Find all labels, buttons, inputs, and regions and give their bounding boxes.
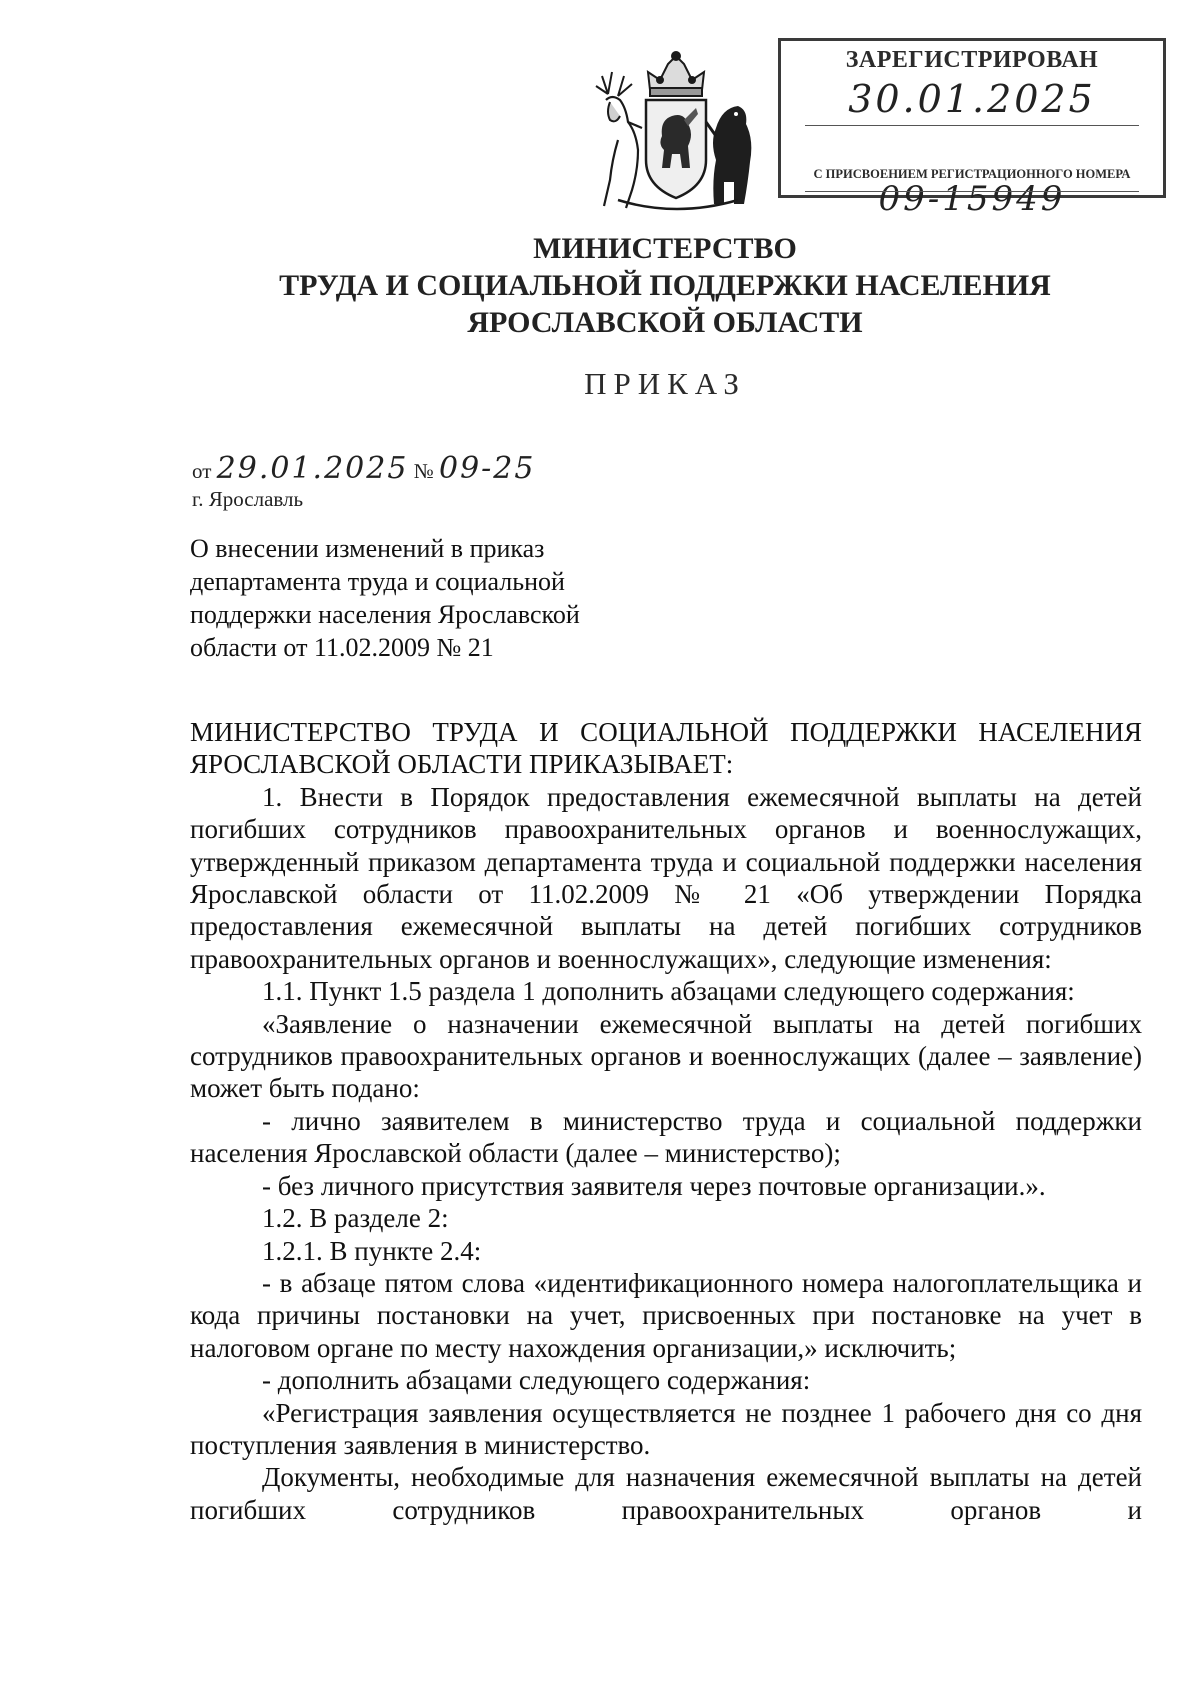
ministry-title-line-2: ТРУДА И СОЦИАЛЬНОЙ ПОДДЕРЖКИ НАСЕЛЕНИЯ	[279, 269, 1051, 302]
ministry-title-line-1: МИНИСТЕРСТВО	[533, 232, 797, 265]
document-type-title: ПРИКАЗ	[584, 366, 746, 401]
order-date-handwritten: 29.01.2025	[216, 451, 409, 486]
body-paragraph: 1.2.1. В пункте 2.4:	[262, 1235, 482, 1266]
stamp-title: ЗАРЕГИСТРИРОВАН	[845, 47, 1099, 73]
body-paragraph: 1. Внести в Порядок предоставления ежемесячной выплаты на детей погибших сотрудников правоохранительных органов и военнослужащих, утвержденный приказом департамента труда и социальной поддержки населения Ярославской области от 11.02.2009 № 21 «Об утверждении Порядка предоставления ежемесячной выплаты на детей погибших сотрудников правоохранительных органов и военнослужащих», следующие изменения:	[190, 781, 1142, 974]
body-paragraph: «Регистрация заявления осуществляется не позднее 1 рабочего дня со дня поступления заявления в министерство.	[190, 1397, 1142, 1460]
order-subject	[190, 532, 650, 664]
order-number-handwritten: 09-25	[438, 451, 536, 486]
stamp-number-handwritten: 09-15949	[878, 179, 1066, 219]
body-paragraph: 1.2. В разделе 2:	[262, 1203, 449, 1234]
number-label: №	[413, 459, 434, 483]
body-preamble: МИНИСТЕРСТВО ТРУДА И СОЦИАЛЬНОЙ ПОДДЕРЖКИ НАСЕЛЕНИЯ ЯРОСЛАВСКОЙ ОБЛАСТИ ПРИКАЗЫВАЕТ:	[190, 717, 1142, 780]
coat-of-arms-emblem	[588, 50, 764, 212]
body-paragraph: - без личного присутствия заявителя через почтовые организации.».	[262, 1170, 1046, 1201]
order-date-number-line	[192, 451, 535, 486]
subject-line: поддержки населения Ярославской	[190, 600, 580, 629]
body-paragraph: - дополнить абзацами следующего содержания:	[262, 1365, 811, 1396]
body-paragraph: «Заявление о назначении ежемесячной выплаты на детей погибших сотрудников правоохранительных органов и военнослужащих (далее – заявление) может быть подано:	[190, 1008, 1142, 1104]
body-paragraph: 1.1. Пункт 1.5 раздела 1 дополнить абзацами следующего содержания:	[262, 976, 1075, 1007]
body-paragraph: - в абзаце пятом слова «идентификационного номера налогоплательщика и кода причины постановки на учет, присвоенных при постановке на учет в налоговом органе по месту нахождения организации,» исключить;	[190, 1267, 1142, 1363]
order-city: г. Ярославль	[192, 487, 304, 511]
stamp-date-handwritten: 30.01.2025	[848, 77, 1096, 121]
subject-line: департамента труда и социальной	[190, 567, 565, 596]
subject-line: О внесении изменений в приказ	[190, 534, 545, 563]
order-body	[190, 716, 1142, 1526]
stamp-subtitle: С ПРИСВОЕНИЕМ РЕГИСТРАЦИОННОГО НОМЕРА	[813, 167, 1131, 181]
from-label: от	[192, 459, 212, 483]
registration-stamp	[778, 38, 1166, 219]
stamp-rule-bottom	[805, 191, 1139, 192]
body-paragraph: Документы, необходимые для назначения ежемесячной выплаты на детей погибших сотрудников правоохранительных органов и	[190, 1462, 1142, 1525]
subject-line: области от 11.02.2009 № 21	[190, 633, 494, 662]
ministry-title-line-3: ЯРОСЛАВСКОЙ ОБЛАСТИ	[467, 306, 863, 339]
body-paragraph: - лично заявителем в министерство труда и социальной поддержки населения Ярославской области (далее – министерство);	[190, 1105, 1142, 1169]
stamp-rule-top	[805, 125, 1139, 126]
